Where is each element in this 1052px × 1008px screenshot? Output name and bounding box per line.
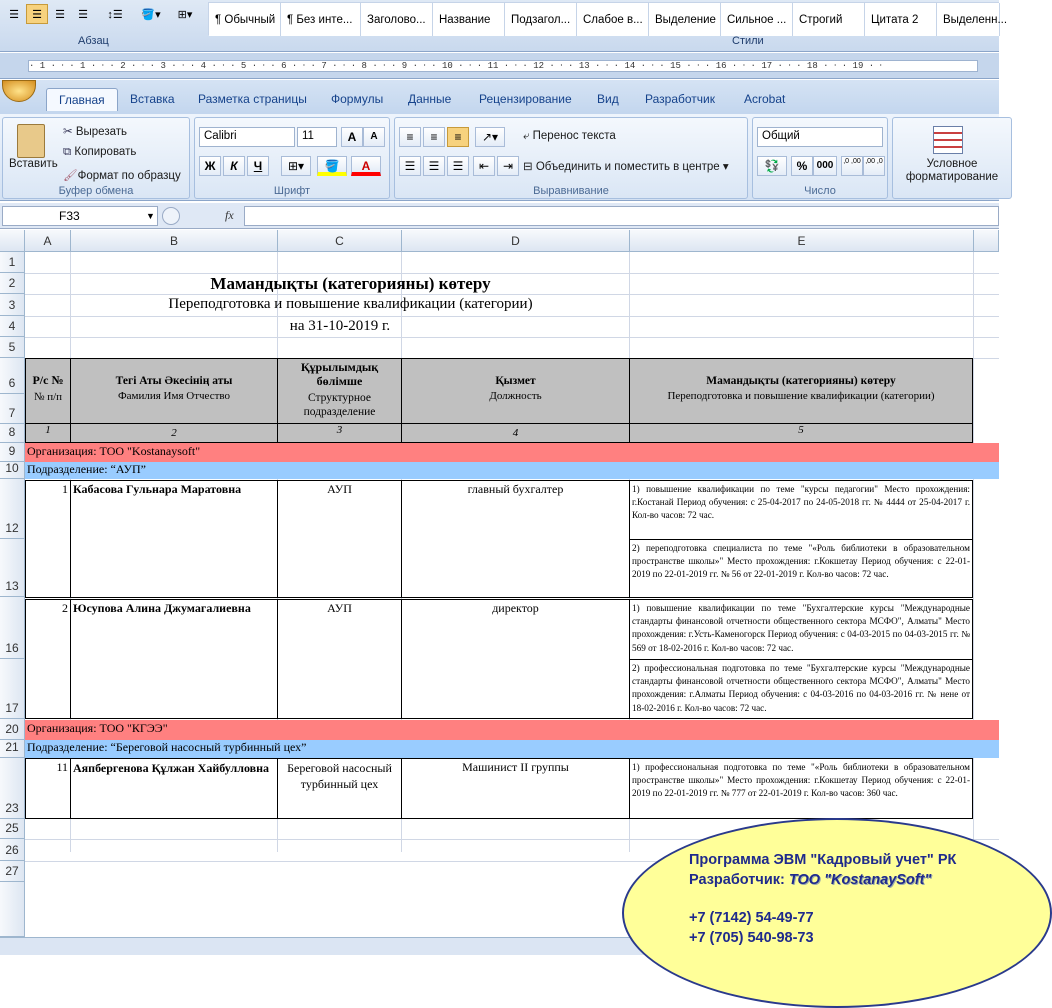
row-header[interactable]: 1 [0,252,25,273]
number-label: Число [804,185,836,197]
style-tile[interactable]: Подзагол... [505,3,577,36]
orientation-icon[interactable]: ↗▾ [475,127,505,147]
merge-icon: ⊟ [523,161,536,173]
font-name-select[interactable]: Calibri [199,127,295,147]
tab-review[interactable]: Рецензирование [479,92,572,106]
borders-icon[interactable]: ⊞▾ [281,156,311,176]
row-header[interactable]: 6 [0,358,25,394]
column-header-empty[interactable] [974,230,999,252]
header-fio[interactable] [70,358,278,424]
row-header[interactable]: 21 [0,740,25,758]
row-header[interactable]: 25 [0,819,25,839]
format-painter-label: Формат по образцу [77,170,181,182]
row-header[interactable]: 8 [0,424,25,443]
cell-position[interactable]: Машинист II группы [401,758,630,819]
italic-button[interactable]: К [223,156,245,176]
style-tile[interactable]: Строгий [793,3,865,36]
excel-ribbon [0,114,999,201]
cell-name[interactable]: Кабасова Гульнара Маратовна [70,480,278,598]
fill-color-icon[interactable]: 🪣 [317,156,347,176]
header-kz: Қызмет [495,375,536,387]
ruler-scale[interactable]: · 1 · ⸱ · 1 · ⸱ · 2 · ⸱ · 3 · ⸱ · 4 · ⸱ · 5 · ⸱ · 6 · ⸱ · 7 · ⸱ · 8 · ⸱ · 9 · ⸱ · 10 · ⸱ · 11 · ⸱ · 12 · ⸱ · 13 · ⸱ · 14 · ⸱ · 15 · ⸱ · 16 · ⸱ · 17 · ⸱ · 18 · ⸱ · 19 · ⸱ [28,60,978,72]
group-clipboard [2,117,190,199]
group-font [194,117,390,199]
header-training[interactable] [629,358,973,424]
borders-icon[interactable]: ⊞▾ [177,8,193,21]
cell-position[interactable]: директор [401,599,630,719]
row-header[interactable]: 10 [0,462,25,479]
excel-tabs [0,80,999,114]
row-header[interactable]: 16 [0,597,25,659]
row-header[interactable]: 3 [0,294,25,316]
sheet-title[interactable]: Мамандықты (категорияны) көтеру [210,274,491,293]
cell-num[interactable]: 11 [25,758,71,819]
number-format-select[interactable]: Общий [757,127,883,147]
row-header[interactable]: 7 [0,394,25,424]
cell-dept[interactable]: АУП [277,480,402,598]
fx-icon[interactable]: fx [225,208,234,222]
tab-home[interactable]: Главная [46,88,118,111]
name-box[interactable]: F33 [2,206,158,226]
organization-row[interactable]: Организация: ТОО "КГЭЭ" [25,720,999,740]
header-position[interactable] [401,358,630,424]
cut-button[interactable] [63,124,127,138]
row-header[interactable]: 26 [0,839,25,861]
col-number[interactable]: 1 [25,423,71,443]
formula-input[interactable] [244,206,999,226]
column-header[interactable]: A [25,230,71,252]
copy-icon: ⧉ [63,146,75,158]
promo-developer-name: ТОО "KostanaySoft" [788,872,932,888]
cell-name[interactable]: Юсупова Алина Джумагалиевна [70,599,278,719]
header-ru: Должность [489,390,542,402]
row-header[interactable]: 20 [0,719,25,740]
style-tile[interactable]: ¶ Без инте... [281,3,361,36]
align-center-icon[interactable]: ☰ [423,156,445,176]
cell-num[interactable]: 2 [25,599,71,719]
word-ribbon [0,0,1008,52]
format-painter-button[interactable] [63,168,181,182]
row-header[interactable]: 2 [0,273,25,294]
cell-position[interactable]: главный бухгалтер [401,480,630,598]
style-tile[interactable]: Сильное ... [721,3,793,36]
select-all-corner[interactable] [0,230,25,252]
align-bottom-icon[interactable]: ≡ [447,127,469,147]
bold-button[interactable]: Ж [199,156,221,176]
tab-developer[interactable]: Разработчик [645,92,715,106]
style-tile[interactable]: Цитата 2 [865,3,937,36]
wrap-icon: ⤶ [523,130,533,142]
line-spacing-icon[interactable]: ↕☰ [107,8,123,21]
style-tile[interactable]: Выделенн... [937,3,1000,36]
cell-name[interactable]: Аяпбергенова Құлжан Хайбулловна [70,758,278,819]
thousands-button[interactable]: 000 [813,156,837,176]
tab-data[interactable]: Данные [408,92,452,106]
align-top-icon[interactable]: ≡ [399,127,421,147]
group-alignment [394,117,748,199]
subdivision-row[interactable]: Подразделение: “Береговой насосный турбинный цех” [25,740,999,758]
group-paragraph-label: Абзац [78,35,109,47]
font-color-button[interactable]: A [351,156,381,176]
group-styles-label: Стили [732,35,764,47]
row-header[interactable]: 17 [0,659,25,719]
shrink-font-button[interactable]: A [363,127,385,147]
cell-dept[interactable]: АУП [277,599,402,719]
subdivision-row[interactable]: Подразделение: “АУП” [25,462,999,479]
copy-button[interactable] [63,146,136,159]
sheet-date[interactable]: на 31-10-2019 г. [289,318,391,334]
row-header[interactable]: 5 [0,337,25,358]
column-header[interactable]: C [278,230,402,252]
paste-icon[interactable] [17,124,45,158]
cell-training[interactable]: 1) профессиональная подготовка по теме "«Роль библиотеки в образовательном пространстве школы»" Место прохождения: г.Кокшетау Период обучения: с 22-01-2019 по 22-01-2019 гг. № 777 от 22-01-2019 г. Кол-во часов: 360 час. [629,758,973,819]
promo-bubble [622,818,1052,1008]
col-number[interactable]: 5 [629,423,973,443]
increase-decimal-button[interactable]: ,0 ,00 [841,156,863,176]
name-box-dropdown-icon[interactable]: ▼ [146,211,155,221]
grow-font-button[interactable]: A [341,127,363,147]
style-tile[interactable]: ¶ Обычный [209,3,281,36]
brush-icon: 🖌 [63,170,78,182]
align-left-icon[interactable]: ☰ [9,8,19,21]
wrap-text-button[interactable] [523,130,616,143]
row-header[interactable]: 23 [0,758,25,819]
tab-acrobat[interactable]: Acrobat [744,92,786,106]
cell-training[interactable]: 1) повышение квалификации по теме "курсы педагогии" Место прохождения: г.Костанай Период обучения: с 25-04-2017 по 24-05-2018 гг. № 4444 от 25-04-2017 г. Кол-во часов: 72 час. [629,480,973,540]
cell-training[interactable]: 1) повышение квалификации по теме "Бухгалтерские курсы "Международные стандарты финансовой отчетности общественного сектора МСФО", Алматы" Место прохождения: г.Усть-Каменогорск Период обучения: с 04-03-2015 по 04-03-2015 гг. № 569 от 18-02-2016 г. Кол-во часов: 72 час. [629,599,973,660]
conditional-format-button[interactable]: Условное форматирование [905,158,999,183]
formula-bar [0,203,999,229]
col-number[interactable]: 2 [70,423,278,443]
align-right-icon[interactable]: ☰ [447,156,469,176]
copy-label: Копировать [74,146,137,158]
conditional-format-icon[interactable] [933,126,963,154]
promo-developer [689,872,931,888]
col-number[interactable]: 4 [401,423,630,443]
cut-label: Вырезать [75,126,127,138]
header-num[interactable] [25,358,71,424]
align-right-icon[interactable]: ☰ [55,8,65,21]
align-middle-icon[interactable]: ≡ [423,127,445,147]
row-header[interactable]: 9 [0,443,25,462]
decrease-decimal-button[interactable]: ,00 ,0 [863,156,885,176]
header-ru: Структурное подразделение [303,392,376,418]
header-ru: Фамилия Имя Отчество [117,390,231,402]
cell-dept[interactable]: Береговой насосный турбинный цех [277,758,402,819]
promo-program: Программа ЭВМ "Кадровый учет" РК [689,852,957,868]
align-left-icon[interactable]: ☰ [399,156,421,176]
increase-indent-icon[interactable]: ⇥ [497,156,519,176]
shading-icon[interactable]: 🪣▾ [141,8,161,21]
align-center-icon[interactable]: ☰ [26,4,48,24]
alignment-label: Выравнивание [533,185,609,197]
promo-phone: +7 (705) 540-98-73 [689,930,814,946]
styles-gallery [208,2,1008,35]
header-kz: Тегі Аты Әкесінің аты [115,375,233,387]
header-kz: Мамандықты (категорияны) көтеру [706,375,896,387]
sheet-subtitle[interactable]: Переподготовка и повышение квалификации (категории) [168,296,533,312]
justify-icon[interactable]: ☰ [78,8,88,21]
cell-training[interactable]: 2) профессиональная подготовка по теме "Бухгалтерские курсы "Международные стандарты финансовой отчетности общественного сектора МСФО", Алматы" Место прохождения: г.Алматы Период обучения: с 04-03-2016 по 04-03-2016 гг. № нене от 18-02-2016 г. Кол-во часов: 72 час. [629,659,973,719]
row-header[interactable]: 4 [0,316,25,337]
style-tile[interactable]: Слабое в... [577,3,649,36]
clipboard-label: Буфер обмена [58,185,134,197]
header-ru: № п/п [33,391,63,403]
wrap-label: Перенос текста [532,130,616,142]
row-header-empty [0,882,25,937]
style-tile[interactable]: Название [433,3,505,36]
tab-view[interactable]: Вид [597,92,619,106]
merge-center-button[interactable]: ⊟ Объединить и поместить в центре ▾ [523,161,729,173]
col-number[interactable]: 3 [277,423,402,443]
column-header[interactable]: E [630,230,974,252]
style-tile[interactable]: Заголово... [361,3,433,36]
row-header[interactable]: 12 [0,479,25,539]
header-kz: Р/с № [32,373,64,387]
office-button-icon[interactable] [2,80,36,102]
column-header[interactable]: B [71,230,278,252]
row-header[interactable]: 27 [0,861,25,882]
ruler [0,53,999,79]
paste-button[interactable]: Вставить [9,158,58,170]
decrease-indent-icon[interactable]: ⇤ [473,156,495,176]
function-wizard-circle-icon[interactable] [162,207,180,225]
underline-button[interactable]: Ч [247,156,269,176]
merge-label: Объединить и поместить в центре [535,161,720,173]
header-ru: Переподготовка и повышение квалификации (категории) [667,390,935,402]
tab-insert[interactable]: Вставка [130,92,175,106]
header-kz: Құрылымдық бөлімше [300,360,379,388]
header-dept[interactable] [277,358,402,424]
style-tile[interactable]: Выделение [649,3,721,36]
group-styles [892,117,1012,199]
group-number [752,117,888,199]
font-size-select[interactable]: 11 [297,127,337,147]
promo-developer-label: Разработчик: [689,872,785,888]
tab-page-layout[interactable]: Разметка страницы [198,92,307,106]
tab-formulas[interactable]: Формулы [331,92,384,106]
cell-training[interactable]: 2) переподготовка специалиста по теме "«Роль библиотеки в образовательном пространстве школы»" Место прохождения: г.Кокшетау Период обучения: с 22-01-2019 по 22-01-2019 гг. № 56 от 22-01-2019 г. Кол-во часов: 72 час. [629,539,973,598]
percent-button[interactable]: % [791,156,813,176]
scissors-icon: ✂ [63,126,76,138]
organization-row[interactable]: Организация: ТОО "Kostanaysoft" [25,443,999,462]
font-label: Шрифт [273,185,311,197]
column-header[interactable]: D [402,230,630,252]
currency-icon[interactable]: 💱 [757,156,787,176]
promo-phone: +7 (7142) 54-49-77 [689,910,814,926]
row-header[interactable]: 13 [0,539,25,597]
cell-num[interactable]: 1 [25,480,71,598]
